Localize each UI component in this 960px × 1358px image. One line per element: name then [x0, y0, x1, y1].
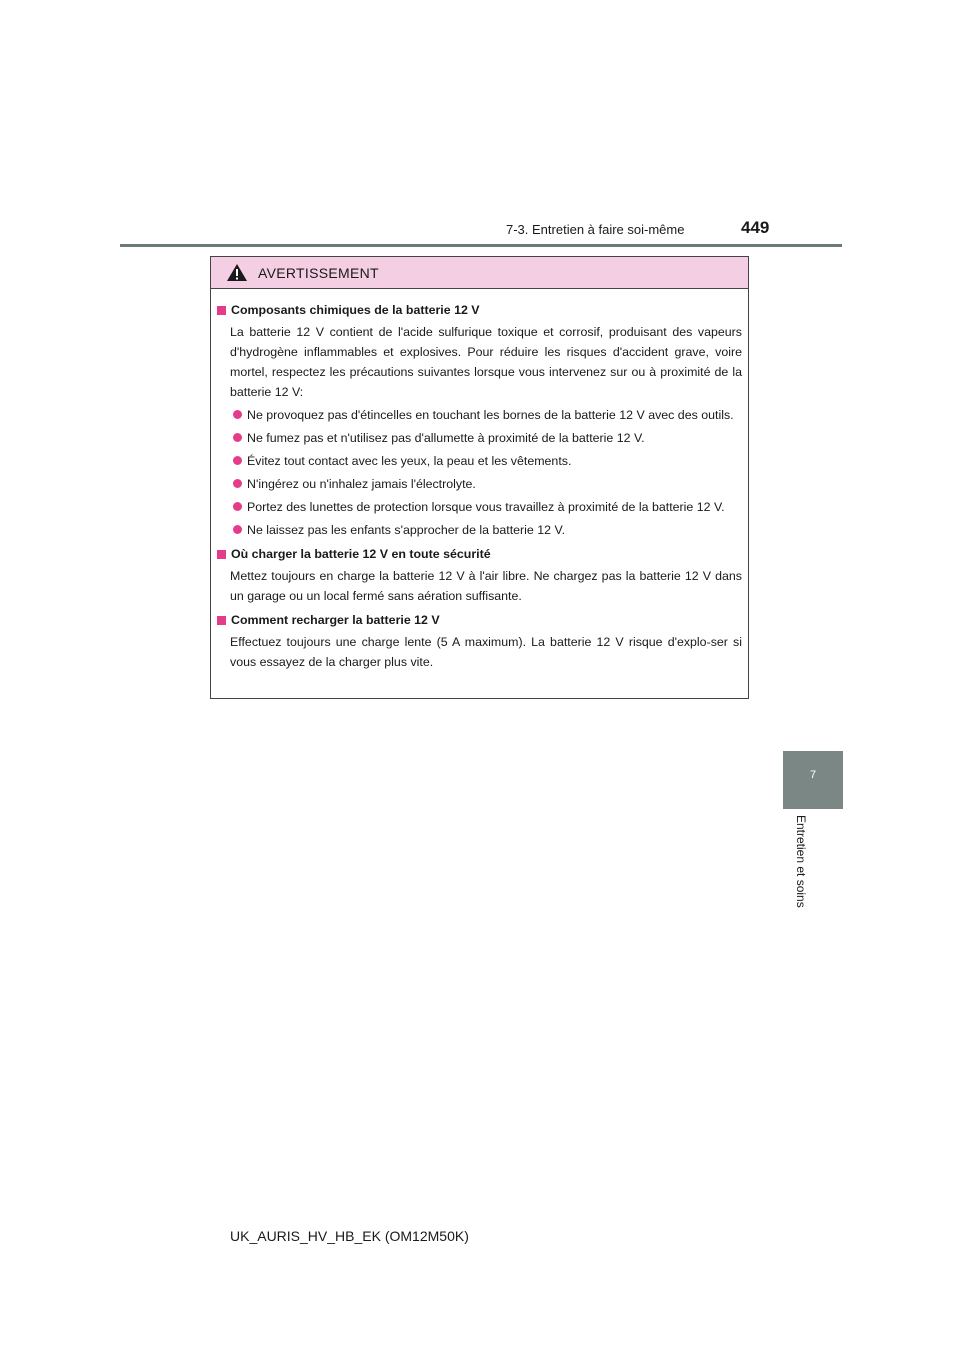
bullet-text: Ne laissez pas les enfants s'approcher de la batterie 12 V. [247, 523, 566, 537]
bullet-text: Ne provoquez pas d'étincelles en touchant les bornes de la batterie 12 V avec des outils. [247, 408, 734, 422]
square-bullet-icon [217, 550, 226, 559]
round-bullet-icon [233, 479, 242, 488]
round-bullet-icon [233, 433, 242, 442]
bullet-text: Portez des lunettes de protection lorsque vous travaillez à proximité de la batterie 12 V. [247, 500, 725, 514]
bullet-text: Évitez tout contact avec les yeux, la peau et les vêtements. [247, 454, 572, 468]
warning-triangle-icon [226, 263, 248, 282]
section-text: La batterie 12 V contient de l'acide sulfurique toxique et corrosif, produisant des vapeurs d'hydrogène inflammables et explosives. Pour réduire les risques d'accident grave, voire mortel, respectez les précautions suivantes lorsque vous intervenez sur ou à proximité de la batterie 12 V: [230, 325, 742, 399]
section-title: Comment recharger la batterie 12 V [231, 613, 440, 627]
bullet-item [217, 451, 742, 471]
warning-box [210, 256, 749, 699]
bullet-text: N'ingérez ou n'inhalez jamais l'électrolyte. [247, 477, 476, 491]
section-title: Composants chimiques de la batterie 12 V [231, 303, 480, 317]
bullet-item [217, 474, 742, 494]
square-bullet-icon [217, 616, 226, 625]
bullet-item [217, 428, 742, 448]
bullet-item [217, 405, 742, 425]
warning-title: AVERTISSEMENT [258, 264, 379, 281]
bullet-item [217, 520, 742, 540]
chapter-tab: 7 [783, 751, 843, 809]
round-bullet-icon [233, 456, 242, 465]
warning-header [211, 257, 748, 289]
round-bullet-icon [233, 525, 242, 534]
bullet-item [217, 497, 742, 517]
round-bullet-icon [233, 502, 242, 511]
warning-section [217, 544, 742, 606]
section-title: Où charger la batterie 12 V en toute sécurité [231, 547, 491, 561]
warning-body [211, 289, 748, 672]
header-rule [120, 244, 842, 247]
warning-section [217, 300, 742, 540]
section-text: Effectuez toujours une charge lente (5 A maximum). La batterie 12 V risque d'explo-ser si vous essayez de la charger plus vite. [230, 635, 742, 669]
round-bullet-icon [233, 410, 242, 419]
document-id: UK_AURIS_HV_HB_EK (OM12M50K) [230, 1228, 469, 1244]
square-bullet-icon [217, 306, 226, 315]
section-text: Mettez toujours en charge la batterie 12 V à l'air libre. Ne chargez pas la batterie 12 V dans un garage ou un local fermé sans aération suffisante. [230, 569, 742, 603]
page-number: 449 [741, 218, 770, 237]
bullet-text: Ne fumez pas et n'utilisez pas d'allumette à proximité de la batterie 12 V. [247, 431, 645, 445]
warning-section [217, 610, 742, 672]
chapter-tab-label: Entretien et soins [794, 815, 808, 908]
header-section-title: 7-3. Entretien à faire soi-même [506, 222, 685, 237]
